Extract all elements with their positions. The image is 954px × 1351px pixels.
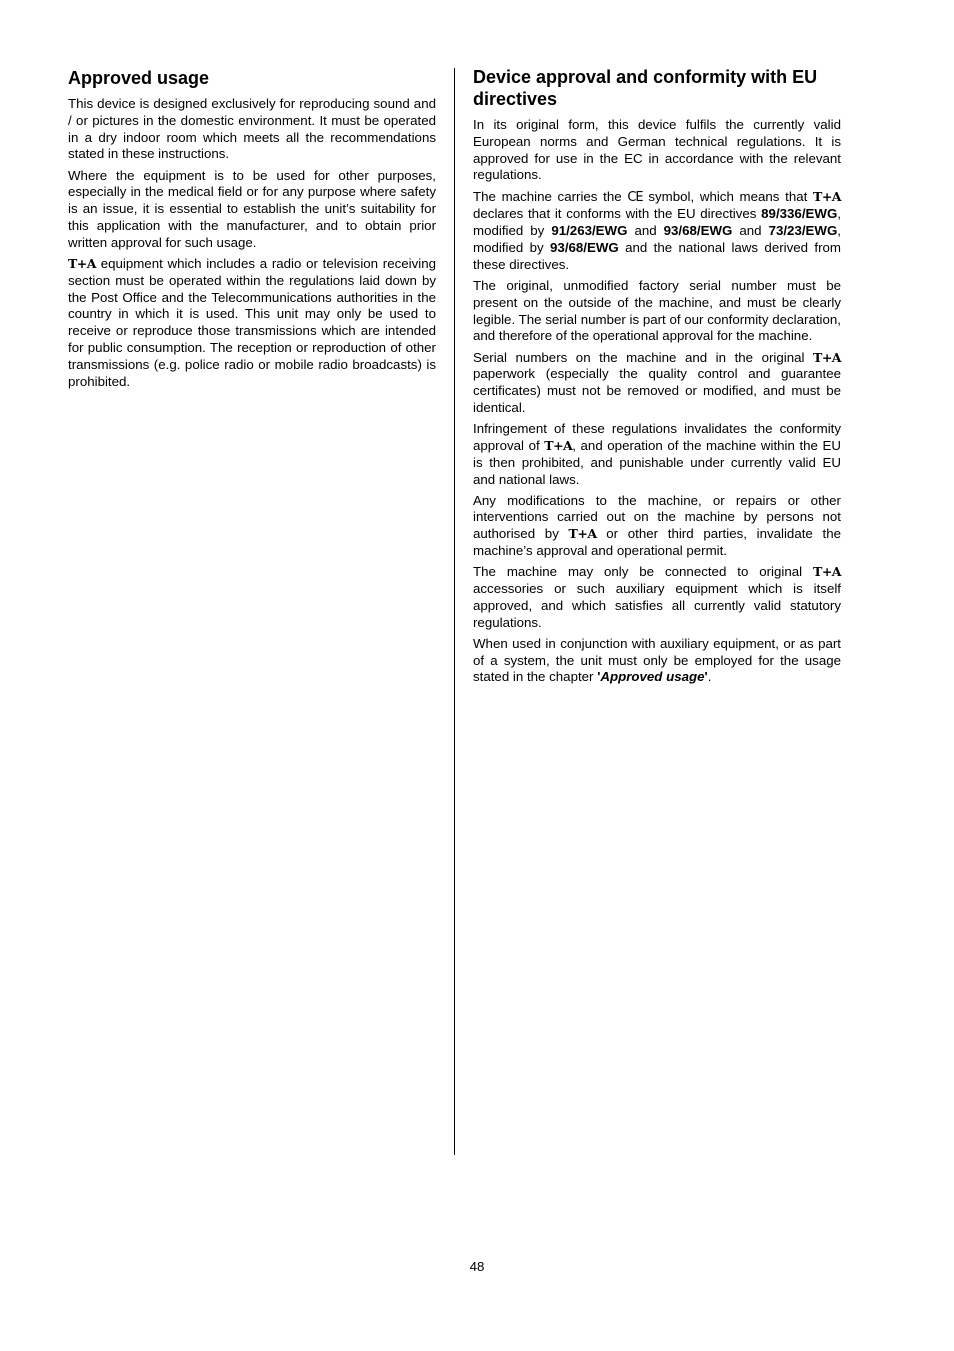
brand-logo: T+A [813,188,841,204]
directive-code: 93/68/EWG [663,223,733,239]
brand-logo: T+A [813,349,841,365]
approval-paragraph-3: The original, unmodified factory serial number must be present on the outside of the machine, and must be clearly legible. The serial number is part of our conformity declaration, and therefore of the operational approval for the machine. [473,277,841,344]
approval-paragraph-7: The machine may only be connected to original T+A accessories or such auxiliary equipment which is itself approved, and which satisfies all currently valid statutory regulations. [473,564,841,630]
approved-usage-paragraph-1: This device is designed exclusively for reproducing sound and / or pictures in the domestic environment. It must be operated in a dry indoor room which meets all the recommendations stated in these instructions. [68,96,436,162]
brand-logo: T+A [544,437,573,453]
approved-usage-paragraph-3: T+A equipment which includes a radio or television receiving section must be operated within the regulations laid down by the Post Office and the Telecommunications authorities in the country in which it is used. This unit may only be used to receive or reproduce those transmissions which are intended for public consumption. The reception or reproduction of other transmissions (e.g. police radio or mobile radio broadcasts) is prohibited. [68,255,436,389]
brand-logo: T+A [68,255,96,271]
ce-mark-icon: CE [627,189,643,205]
left-column [68,66,436,395]
page-number: 48 [469,1259,485,1274]
approval-paragraph-6: Any modifications to the machine, or repairs or other interventions carried out on the machine by persons not authorised by T+A or other third parties, invalidate the machine’s approval and operational permit. [473,492,841,559]
approval-paragraph-2: The machine carries the CE symbol, which means that T+A declares that it conforms with the EU directives 89/336/EWG, modified by 91/263/EWG and 93/68/EWG and 73/23/EWG, modified by 93/68/EWG and the national laws derived from these directives. [473,188,841,272]
device-approval-heading: Device approval and conformity with EU directives [473,67,818,109]
brand-logo: T+A [813,564,841,580]
directive-code: 73/23/EWG [768,223,838,239]
directive-code: 89/336/EWG [761,206,838,222]
approved-usage-paragraph-2: Where the equipment is to be used for other purposes, especially in the medical field or for any purpose where safety is an issue, it is essential to establish the unit’s suitability for this application with the manufacturer, and to obtain prior written approval for such usage. [68,167,436,250]
approval-paragraph-1: In its original form, this device fulfils the currently valid European norms and German technical regulations. It is approved for use in the EC in accordance with the relevant regulations. [473,117,841,183]
approval-paragraph-4: Serial numbers on the machine and in the original T+A paperwork (especially the quality control and guarantee certificates) must not be removed or modified, and must be identical. [473,349,841,415]
column-divider [454,68,455,1155]
brand-logo: T+A [568,526,597,542]
approval-paragraph-8: When used in conjunction with auxiliary equipment, or as part of a system, the unit must only be employed for the usage stated in the chapter 'Approved usage'. [473,635,841,685]
approval-paragraph-5: Infringement of these regulations invalidates the conformity approval of T+A, and operation of the machine within the EU is then prohibited, and punishable under currently valid EU and national laws. [473,421,842,487]
right-column [473,66,841,691]
approved-usage-heading: Approved usage [68,68,210,88]
directive-code: 91/263/EWG [551,223,628,239]
directive-code: 93/68/EWG [550,239,619,255]
chapter-reference: Approved usage [600,669,705,685]
